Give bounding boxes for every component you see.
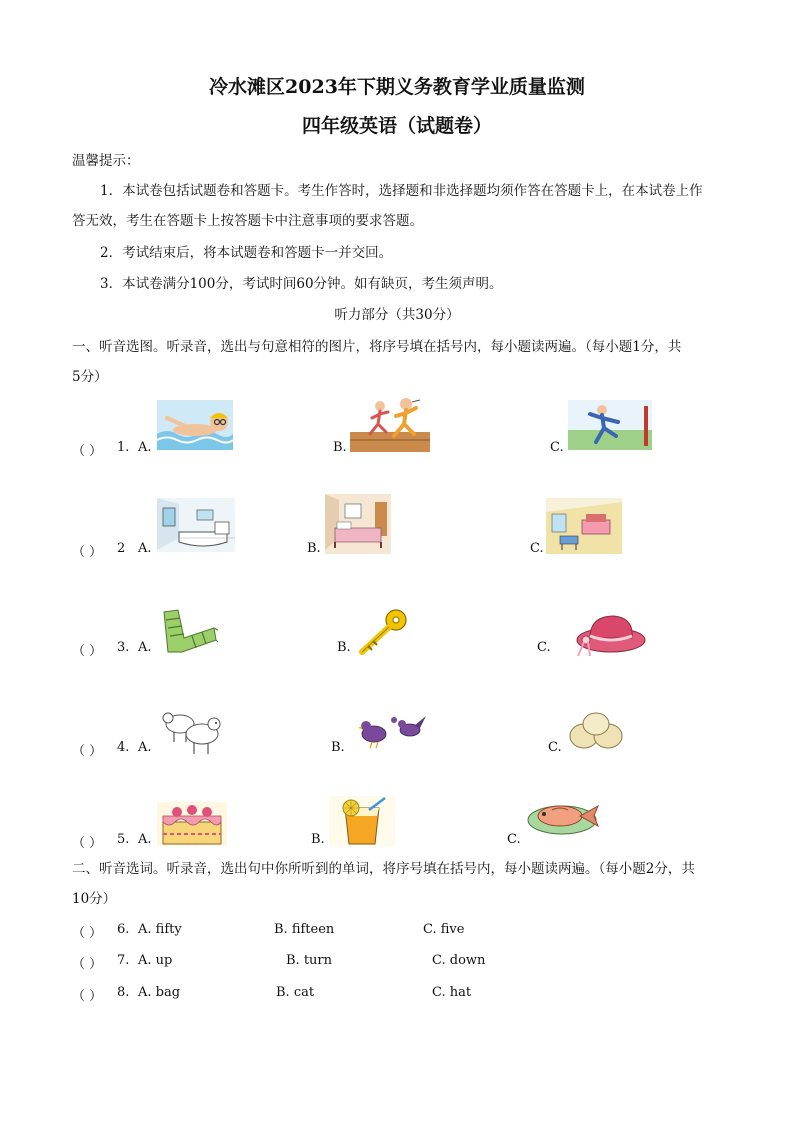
question-number: 8. bbox=[117, 985, 130, 1000]
option-b-label: B. bbox=[307, 541, 321, 556]
listening-heading: 听力部分（共30分） bbox=[334, 307, 460, 323]
scarf-icon[interactable] bbox=[158, 608, 218, 656]
question-number: 3. bbox=[117, 640, 130, 655]
notice-label: 温馨提示： bbox=[72, 153, 140, 169]
skating-icon[interactable] bbox=[568, 400, 652, 450]
section1-instruction-cont: 5分） bbox=[72, 369, 108, 385]
question-number: 7. bbox=[117, 953, 130, 968]
option-c-label: C. bbox=[537, 640, 551, 655]
option-c-label: C. bbox=[548, 740, 562, 755]
option-b-word: B. turn bbox=[286, 953, 333, 968]
bathroom-icon[interactable] bbox=[157, 498, 235, 552]
notice-item-3: 3．本试卷满分100分，考试时间60分钟。如有缺页，考生须声明。 bbox=[100, 276, 503, 292]
option-b-label: B. bbox=[337, 640, 351, 655]
option-b-label: B. bbox=[331, 740, 345, 755]
option-a-label: A. bbox=[138, 541, 152, 556]
answer-paren[interactable]: （ ） bbox=[72, 989, 103, 1004]
juice-icon[interactable] bbox=[329, 796, 395, 846]
option-a-word: A. fifty bbox=[138, 922, 182, 937]
section2-instruction: 二、听音选词。听录音，选出句中你所听到的单词，将序号填在括号内，每小题读两遍。（每小题2分，共 bbox=[72, 861, 695, 877]
answer-paren[interactable]: （ ） bbox=[72, 545, 103, 560]
notice-item-1-cont: 答无效，考生在答题卡上按答题卡中注意事项的要求答题。 bbox=[72, 213, 423, 229]
page-subtitle: 四年级英语（试题卷） bbox=[301, 115, 492, 137]
option-a-label: A. bbox=[138, 640, 152, 655]
fish-icon[interactable] bbox=[524, 792, 604, 838]
option-c-word: C. hat bbox=[432, 985, 472, 1000]
living-room-icon[interactable] bbox=[546, 498, 622, 554]
option-b-label: B. bbox=[333, 440, 347, 455]
question-number: 4. bbox=[117, 740, 130, 755]
option-a-word: A. up bbox=[138, 953, 173, 968]
eggs-icon[interactable] bbox=[566, 710, 628, 752]
cake-icon[interactable] bbox=[157, 802, 227, 846]
option-b-word: B. fifteen bbox=[274, 922, 335, 937]
option-a-word: A. bag bbox=[138, 985, 181, 1000]
running-icon[interactable] bbox=[350, 396, 430, 452]
bedroom-icon[interactable] bbox=[325, 494, 391, 554]
birds-icon[interactable] bbox=[358, 712, 430, 752]
key-icon[interactable] bbox=[356, 608, 408, 656]
page-title: 冷水滩区2023年下期义务教育学业质量监测 bbox=[209, 76, 585, 98]
section2-instruction-cont: 10分） bbox=[72, 891, 117, 907]
question-number: 5. bbox=[117, 832, 130, 847]
option-b-word: B. cat bbox=[276, 985, 315, 1000]
answer-paren[interactable]: （ ） bbox=[72, 926, 103, 941]
hat-icon[interactable] bbox=[574, 610, 648, 660]
option-c-label: C. bbox=[507, 832, 521, 847]
answer-paren[interactable]: （ ） bbox=[72, 836, 103, 851]
question-number: 1. bbox=[117, 440, 130, 455]
answer-paren[interactable]: （ ） bbox=[72, 957, 103, 972]
option-a-label: A. bbox=[138, 440, 152, 455]
option-a-label: A. bbox=[138, 832, 152, 847]
option-c-word: C. down bbox=[432, 953, 486, 968]
option-c-label: C. bbox=[530, 541, 544, 556]
option-c-label: C. bbox=[550, 440, 564, 455]
notice-item-1: 1．本试卷包括试题卷和答题卡。考生作答时，选择题和非选择题均须作答在答题卡上，在本试卷上作 bbox=[100, 183, 703, 199]
question-number: 6. bbox=[117, 922, 130, 937]
notice-item-2: 2．考试结束后，将本试题卷和答题卡一并交回。 bbox=[100, 245, 393, 261]
option-c-word: C. five bbox=[423, 922, 465, 937]
sheep-icon[interactable] bbox=[160, 704, 224, 756]
swimming-icon[interactable] bbox=[157, 400, 233, 450]
answer-paren[interactable]: （ ） bbox=[72, 744, 103, 759]
question-number: 2 bbox=[117, 541, 126, 556]
option-b-label: B. bbox=[311, 832, 325, 847]
option-a-label: A. bbox=[138, 740, 152, 755]
answer-paren[interactable]: （ ） bbox=[72, 444, 103, 459]
section1-instruction: 一、听音选图。听录音，选出与句意相符的图片，将序号填在括号内，每小题读两遍。（每小题1分，共 bbox=[72, 339, 682, 355]
answer-paren[interactable]: （ ） bbox=[72, 644, 103, 659]
